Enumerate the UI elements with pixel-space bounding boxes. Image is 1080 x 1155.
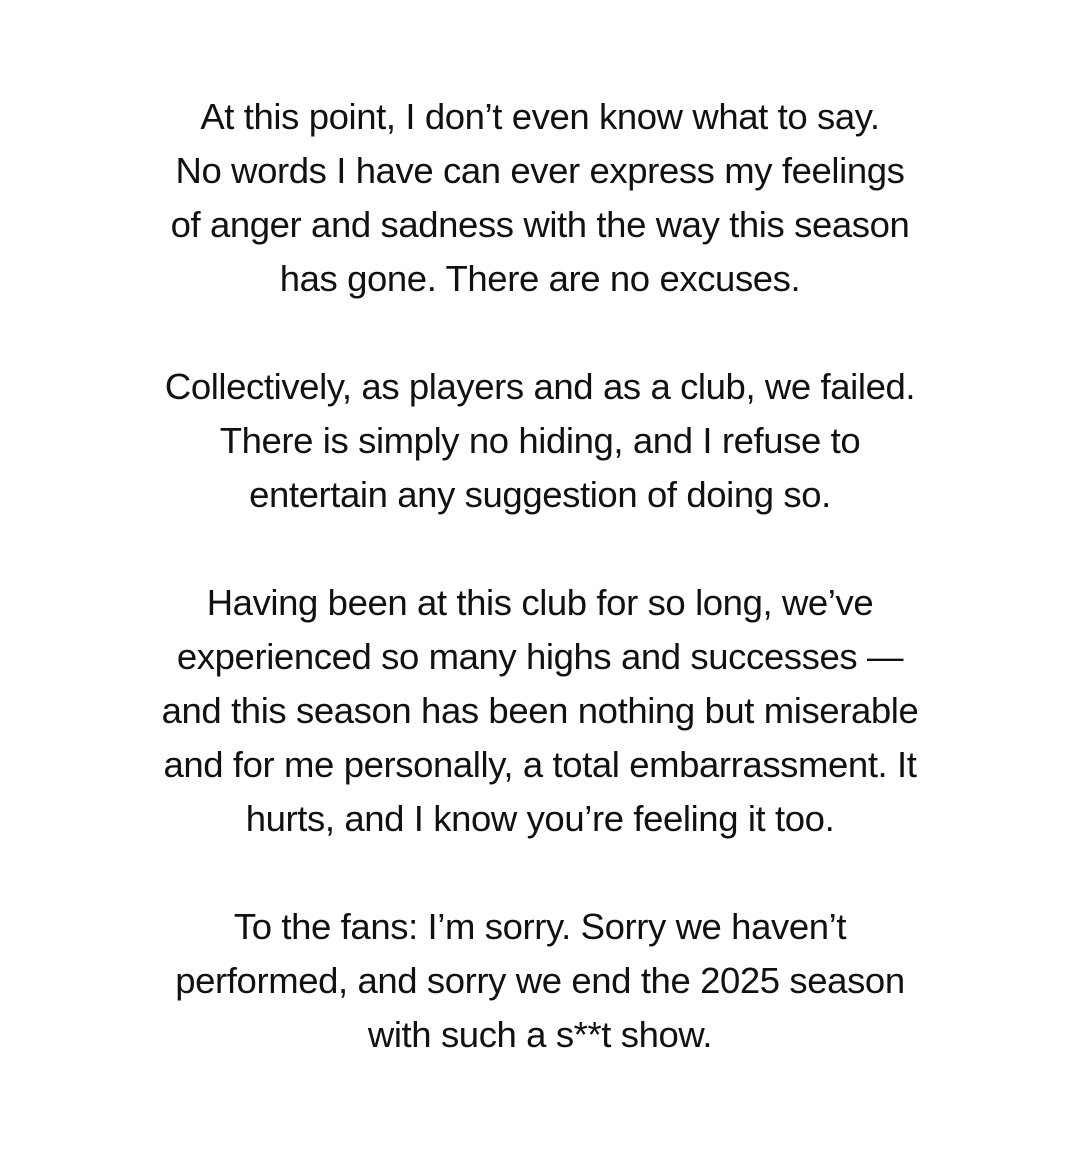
text-line: of anger and sadness with the way this season (170, 204, 910, 245)
text-line: with such a s**t show. (367, 1014, 713, 1055)
text-line: entertain any suggestion of doing so. (249, 474, 831, 515)
statement-text (0, 90, 1080, 1062)
text-line: has gone. There are no excuses. (279, 258, 801, 299)
paragraph-4 (0, 900, 1080, 1062)
text-line: experienced so many highs and successes — (176, 636, 904, 677)
text-line: performed, and sorry we end the 2025 season (175, 960, 905, 1001)
text-line: To the fans: I’m sorry. Sorry we haven’t (233, 906, 847, 947)
text-line: At this point, I don’t even know what to say. (200, 96, 880, 137)
text-line: Having been at this club for so long, we’ve (206, 582, 874, 623)
text-line: hurts, and I know you’re feeling it too. (245, 798, 835, 839)
text-line: There is simply no hiding, and I refuse to (219, 420, 861, 461)
paragraph-3 (0, 576, 1080, 846)
text-line: Collectively, as players and as a club, we failed. (164, 366, 916, 407)
paragraph-2 (0, 360, 1080, 522)
text-line: No words I have can ever express my feelings (175, 150, 905, 191)
paragraph-1 (0, 90, 1080, 306)
text-line: and for me personally, a total embarrassment. It (163, 744, 917, 785)
text-line: and this season has been nothing but miserable (161, 690, 919, 731)
